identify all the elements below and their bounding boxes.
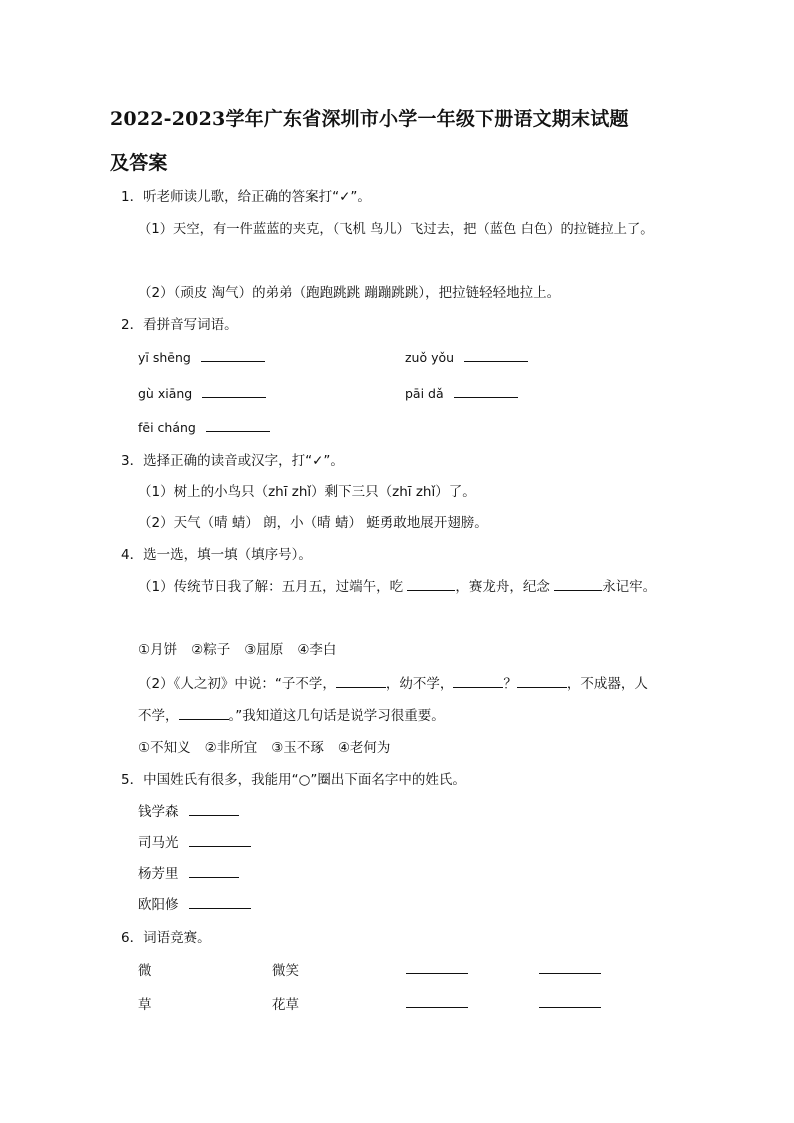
- pinyin-item: [138, 383, 266, 401]
- answer-blank[interactable]: [554, 576, 602, 591]
- pinyin-item: [138, 417, 270, 435]
- pinyin-text: gù xiāng: [138, 386, 193, 401]
- question-3-stem: 3．选择正确的读音或汉字，打“✓”。: [121, 453, 344, 469]
- answer-blank[interactable]: [179, 705, 229, 720]
- question-6-stem: 6．词语竞赛。: [121, 930, 211, 946]
- name-text: 钱学森: [138, 804, 179, 820]
- answer-blank[interactable]: [336, 673, 386, 688]
- answer-blank[interactable]: [189, 894, 251, 909]
- pinyin-text: fēi cháng: [138, 420, 196, 435]
- option-item: ②非所宜: [204, 740, 258, 756]
- option-item: ②粽子: [191, 642, 231, 658]
- name-text: 欧阳修: [138, 897, 179, 913]
- word-example: 微笑: [272, 963, 299, 979]
- pinyin-item: [405, 383, 518, 401]
- answer-blank[interactable]: [406, 993, 468, 1008]
- answer-blank[interactable]: [454, 383, 518, 398]
- question-1-sentence-2: （2）（顽皮 淘气）的弟弟（跑跑跳跳 蹦蹦跳跳），把拉链轻轻地拉上。: [138, 285, 561, 301]
- option-item: ④李白: [297, 642, 337, 658]
- option-item: ③玉不琢: [271, 740, 324, 756]
- answer-blank[interactable]: [189, 801, 239, 816]
- page-title: 2022-2023学年广东省深圳市小学一年级下册语文期末试题: [110, 108, 629, 130]
- answer-blank[interactable]: [189, 863, 239, 878]
- name-item: [138, 800, 239, 820]
- pinyin-item: [138, 347, 265, 365]
- word-char: 微: [138, 963, 152, 979]
- question-5-stem: 5．中国姓氏有很多，我能用“○”圈出下面名字中的姓氏。: [121, 772, 466, 788]
- sentence-text: ，赛龙舟，纪念: [455, 579, 555, 595]
- question-4-sentence-2-cont: [138, 704, 445, 724]
- options-row-2: [138, 736, 390, 756]
- answer-blank[interactable]: [539, 959, 601, 974]
- answer-blank[interactable]: [453, 673, 503, 688]
- sentence-text: ，幼不学，: [385, 676, 454, 692]
- name-item: [138, 893, 251, 913]
- name-text: 杨芳里: [138, 866, 179, 882]
- sentence-text: （2）《人之初》中说：“子不学，: [138, 676, 336, 692]
- answer-blank[interactable]: [206, 417, 270, 432]
- answer-blank[interactable]: [407, 576, 455, 591]
- answer-blank[interactable]: [539, 993, 601, 1008]
- sentence-text: ，不成器，人: [566, 676, 648, 692]
- option-item: ①月饼: [138, 642, 178, 658]
- sentence-text: 不学，: [138, 708, 179, 724]
- question-3-sentence-2: （2）天气（晴 蜻） 朗，小（晴 蜻） 蜓勇敢地展开翅膀。: [138, 515, 488, 531]
- question-4-sentence-2: [138, 672, 648, 692]
- question-2-stem: 2．看拼音写词语。: [121, 317, 238, 333]
- sentence-text: 。”我知道这几句话是说学习很重要。: [228, 708, 445, 724]
- question-4-stem: 4．选一选，填一填（填序号）。: [121, 547, 312, 563]
- pinyin-item: [405, 347, 528, 365]
- page-title-line2: 及答案: [110, 152, 168, 174]
- question-1-sentence-1: （1）天空，有一件蓝蓝的夹克，（飞机 鸟儿）飞过去，把（蓝色 白色）的拉链拉上了。: [138, 222, 654, 237]
- question-1-stem: 1．听老师读儿歌，给正确的答案打“✓”。: [121, 189, 371, 205]
- option-item: ③屈原: [244, 642, 284, 658]
- question-4-sentence-1: [138, 575, 656, 595]
- options-row-1: [138, 638, 336, 658]
- answer-blank[interactable]: [517, 673, 567, 688]
- answer-blank[interactable]: [406, 959, 468, 974]
- sentence-text: 永记牢。: [602, 579, 657, 595]
- name-item: [138, 862, 239, 882]
- question-3-sentence-1: （1）树上的小鸟只（zhī zhǐ）剩下三只（zhī zhǐ）了。: [138, 484, 476, 500]
- option-item: ④老何为: [337, 740, 391, 756]
- answer-blank[interactable]: [464, 347, 528, 362]
- pinyin-text: pāi dǎ: [405, 386, 444, 401]
- pinyin-text: zuǒ yǒu: [405, 350, 455, 365]
- name-text: 司马光: [138, 835, 179, 851]
- pinyin-text: yī shēng: [138, 350, 191, 365]
- answer-blank[interactable]: [189, 832, 251, 847]
- name-item: [138, 831, 251, 851]
- word-example: 花草: [272, 997, 299, 1013]
- sentence-text: ？: [503, 676, 517, 692]
- answer-blank[interactable]: [201, 347, 265, 362]
- answer-blank[interactable]: [202, 383, 266, 398]
- option-item: ①不知义: [138, 740, 191, 756]
- word-char: 草: [138, 997, 152, 1013]
- sentence-text: （1）传统节日我了解：五月五，过端午，吃: [138, 579, 408, 595]
